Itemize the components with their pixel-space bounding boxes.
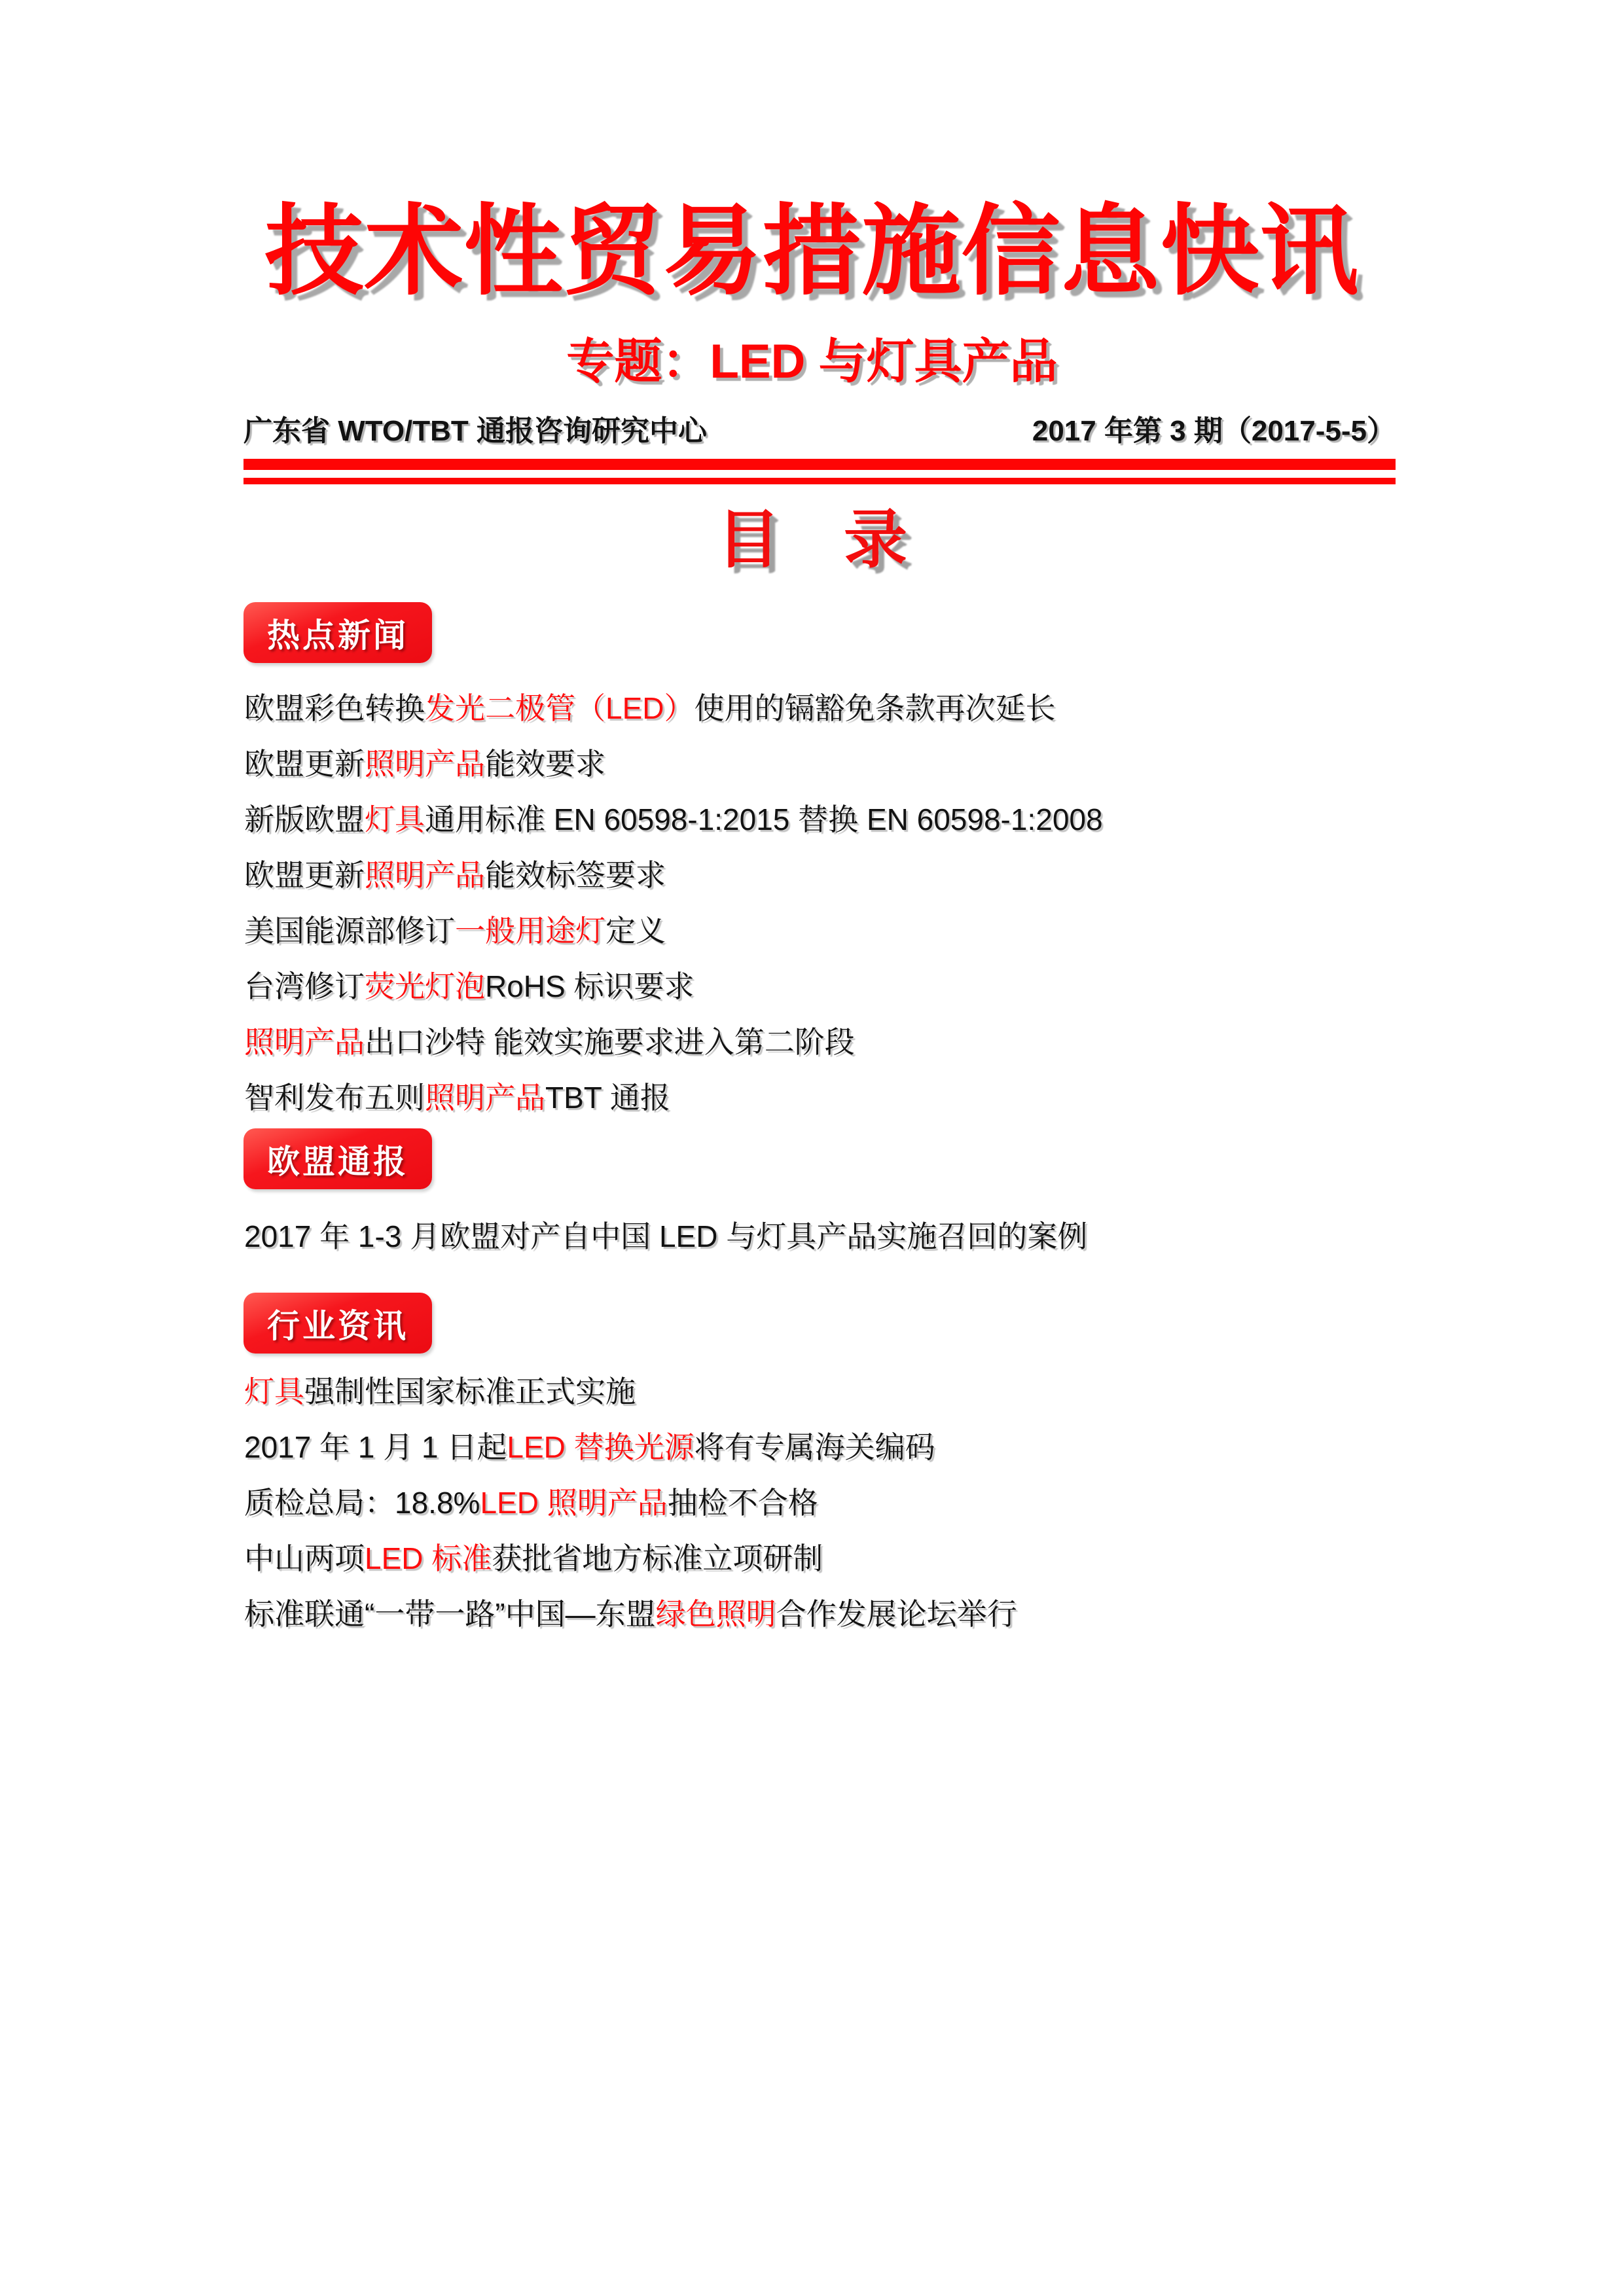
toc-list-hot-news [244,678,1416,1123]
toc-item-segment: 照明产品 [365,746,485,781]
toc-item-segment: 荧光灯泡 [365,969,485,1003]
toc-item-segment: 照明产品 [244,1024,365,1059]
section-badge-industry-info: 行业资讯 [244,1293,432,1354]
toc-item-segment: 照明产品 [425,1080,545,1115]
toc-item [244,1528,1416,1584]
toc-item [244,845,1416,901]
toc-item-segment: 灯具 [365,802,425,836]
section-badge-hot-news: 热点新闻 [244,602,432,663]
toc-item-segment: 2017 年 1 月 1 日起 [244,1429,507,1464]
toc-item [244,1206,1416,1262]
toc-list-industry-info [244,1361,1416,1640]
toc-item [244,1473,1416,1528]
toc-item-segment: 新版欧盟 [244,802,365,836]
toc-item-segment: 中山两项 [244,1541,365,1575]
section-badge-eu-notice: 欧盟通报 [244,1128,432,1189]
toc-item-segment: LED 替换光源 [507,1429,695,1464]
toc-item-segment: 能效标签要求 [485,857,666,892]
toc-item [244,678,1416,734]
toc-item [244,901,1416,956]
toc-item [244,734,1416,789]
toc-item-segment: 合作发展论坛举行 [776,1596,1017,1631]
toc-item-segment: 定义 [605,913,666,948]
issue-info: 2017 年第 3 期（2017-5-5） [1032,415,1396,447]
toc-item-segment: TBT 通报 [545,1080,670,1115]
toc-item-segment: 能效要求 [485,746,605,781]
toc-item-segment: 台湾修订 [244,969,365,1003]
toc-item-segment: 出口沙特 能效实施要求进入第二阶段 [365,1024,855,1059]
toc-item-segment: 强制性国家标准正式实施 [304,1374,636,1408]
masthead-row [244,415,1396,448]
divider-thick [244,459,1396,470]
toc-item-segment: 质检总局：18.8% [244,1485,480,1520]
toc-item-segment: 欧盟更新 [244,857,365,892]
toc-item-segment: 抽检不合格 [667,1485,818,1520]
page-subtitle: 专题：LED 与灯具产品 [566,335,1058,388]
toc-item-segment: 通用标准 EN 60598-1:2015 替换 EN 60598-1:2008 [425,802,1103,836]
divider-thin [244,478,1396,484]
toc-item [244,1417,1416,1473]
toc-item-segment: 发光二极管（LED） [425,691,695,725]
toc-item-segment: 获批省地方标准立项研制 [492,1541,823,1575]
toc-item-segment: 绿色照明 [655,1596,776,1631]
toc-item-segment: 2017 年 1-3 月欧盟对产自中国 LED 与灯具产品实施召回的案例 [244,1219,1088,1253]
toc-title: 目 录 [717,505,907,575]
toc-item-segment: 欧盟更新 [244,746,365,781]
toc-item-segment: 智利发布五则 [244,1080,425,1115]
toc-item-segment: LED 标准 [365,1541,492,1575]
toc-list-eu-notice [244,1206,1416,1262]
toc-item-segment: LED 照明产品 [480,1485,668,1520]
toc-item-segment: RoHS 标识要求 [485,969,695,1003]
toc-item-segment: 灯具 [244,1374,304,1408]
toc-item [244,1584,1416,1640]
toc-item [244,789,1416,845]
toc-item-segment: 标准联通“一带一路”中国—东盟 [244,1596,656,1631]
toc-item-segment: 欧盟彩色转换 [244,691,425,725]
toc-item [244,1012,1416,1067]
org-name: 广东省 WTO/TBT 通报咨询研究中心 [244,415,708,447]
toc-item-segment: 一般用途灯 [455,913,605,948]
toc-item [244,1067,1416,1123]
toc-item-segment: 使用的镉豁免条款再次延长 [694,691,1056,725]
toc-item-segment: 照明产品 [365,857,485,892]
toc-item-segment: 美国能源部修订 [244,913,455,948]
toc-item [244,1361,1416,1417]
toc-item-segment: 将有专属海关编码 [694,1429,935,1464]
toc-item [244,956,1416,1012]
page-title: 技术性贸易措施信息快讯 [264,196,1360,306]
